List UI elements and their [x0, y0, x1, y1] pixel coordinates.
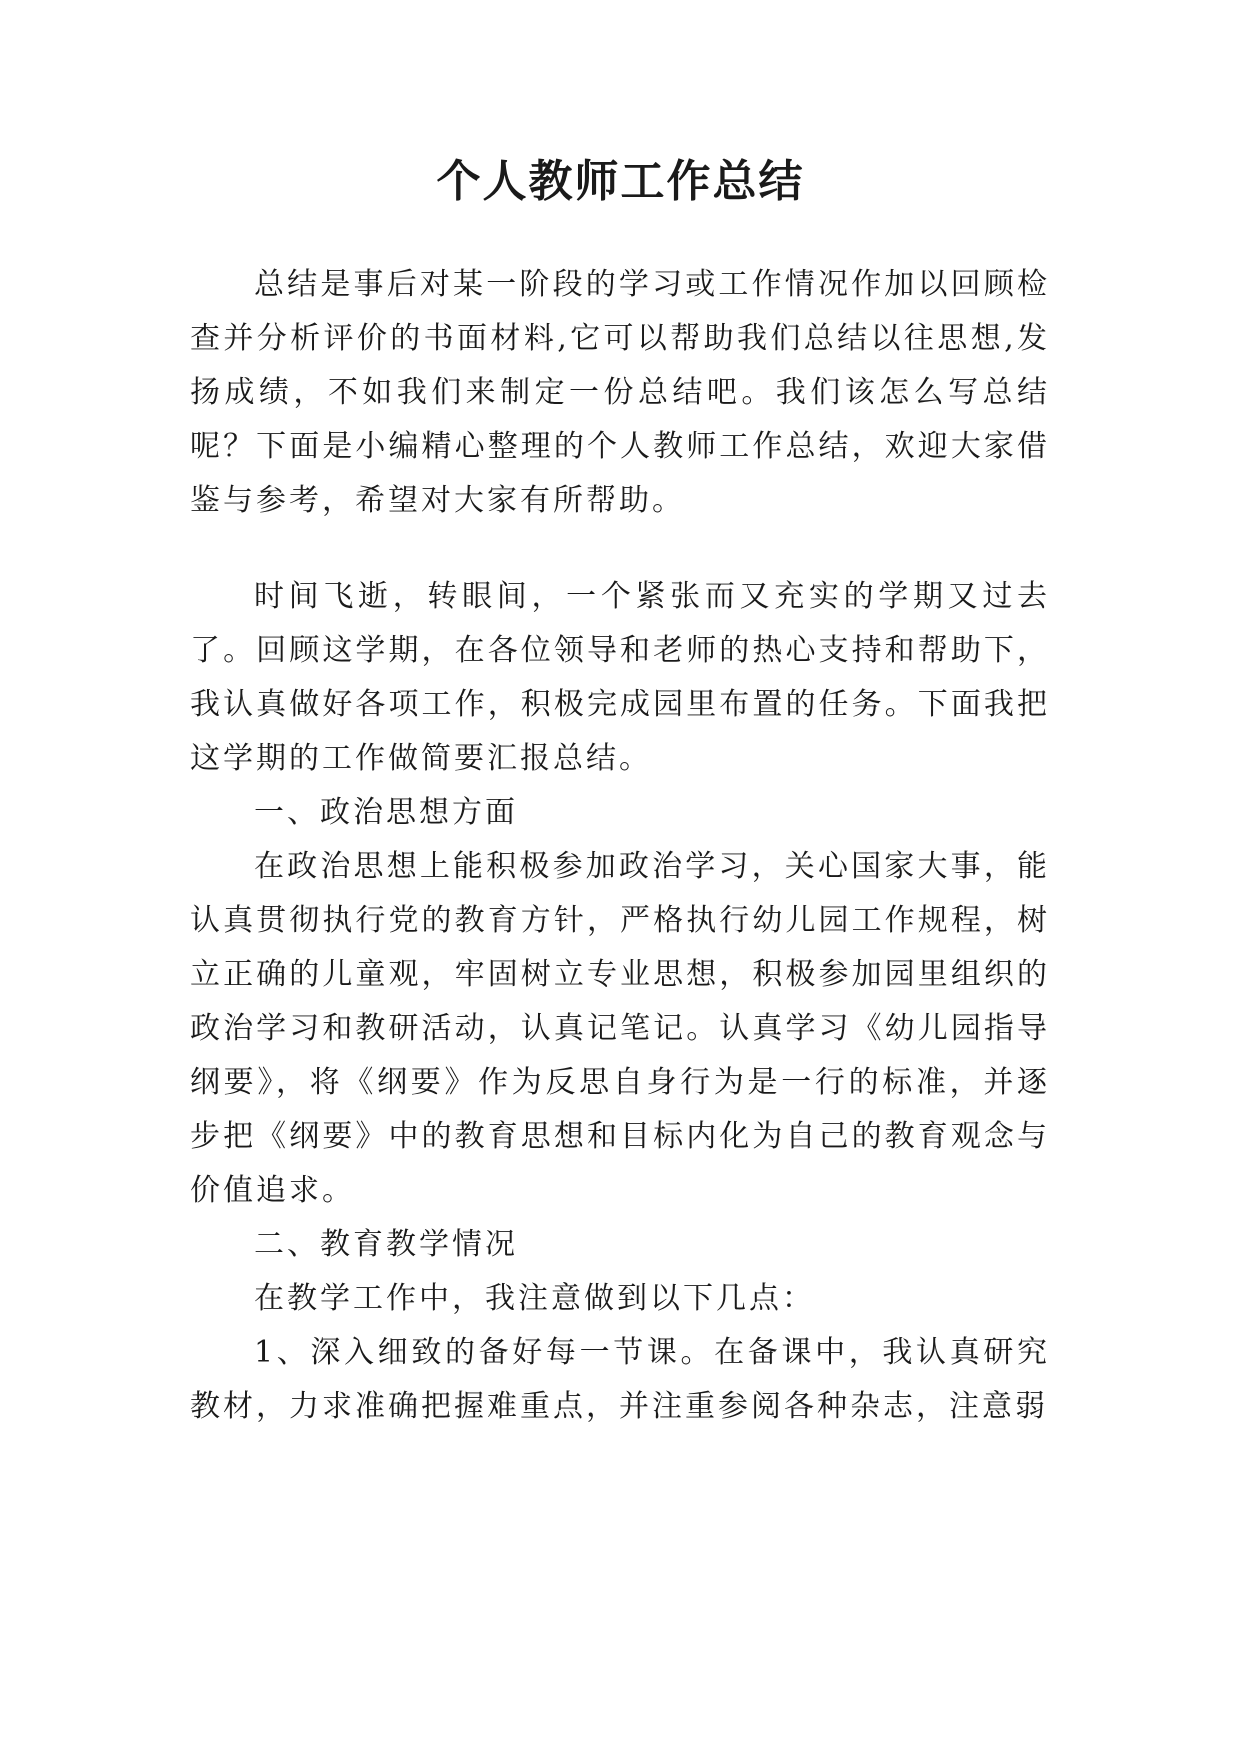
paragraph-politics: 在政治思想上能积极参加政治学习，关心国家大事，能认真贯彻执行党的教育方针，严格执行幼儿园工作规程，树立正确的儿童观，牢固树立专业思想，积极参加园里组织的政治学习和教研活动，认真记笔记。认真学习《幼儿园指导纲要》，将《纲要》作为反思自身行为是一行的标准，并逐步把《纲要》中的教育思想和目标内化为自己的教育观念与价值追求。 — [190, 849, 1050, 1208]
paragraph-opening: 时间飞逝，转眼间，一个紧张而又充实的学期又过去了。回顾这学期，在各位领导和老师的热心支持和帮助下，我认真做好各项工作，积极完成园里布置的任务。下面我把这学期的工作做简要汇报总结。 — [190, 579, 1050, 776]
section-heading-teaching: 二、教育教学情况 — [254, 1227, 518, 1262]
paragraph-teaching-intro: 在教学工作中，我注意做到以下几点： — [254, 1281, 815, 1316]
paragraph-lesson-prep: 1、深入细致的备好每一节课。在备课中，我认真研究教材，力求准确把握难重点，并注重参阅各种杂志，注意弱 — [190, 1335, 1050, 1424]
intro-paragraph: 总结是事后对某一阶段的学习或工作情况作加以回顾检查并分析评价的书面材料,它可以帮助我们总结以往思想,发扬成绩，不如我们来制定一份总结吧。我们该怎么写总结呢？下面是小编精心整理的个人教师工作总结，欢迎大家借鉴与参考，希望对大家有所帮助。 — [190, 267, 1050, 518]
section-heading-politics: 一、政治思想方面 — [254, 795, 518, 830]
document-title: 个人教师工作总结 — [436, 156, 805, 207]
